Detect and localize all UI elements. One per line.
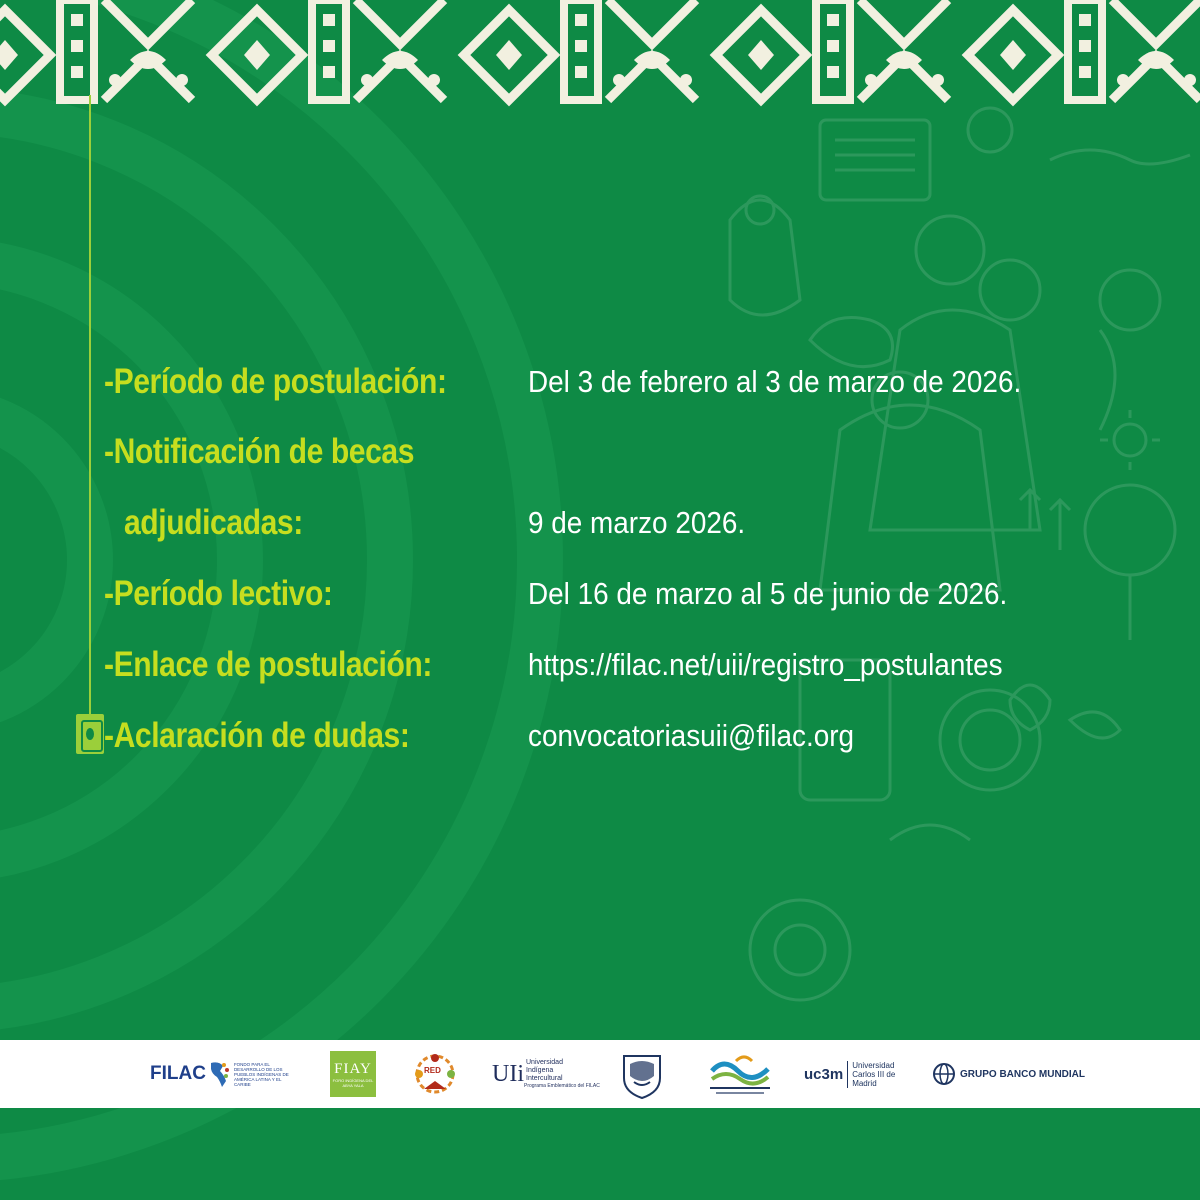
unam-logo [620,1040,664,1108]
uii-logo-mark: UIi [492,1060,524,1087]
item-label: -Enlace de postulación: [104,645,432,684]
red-logo [410,1040,460,1108]
item-label: -Período lectivo: [104,574,333,613]
filac-logo [150,1040,298,1108]
waves-emblem-icon [706,1049,774,1099]
item-label-continued: adjudicadas: [124,503,303,542]
uii-logo-subtitle: Programa Emblemático del FILAC [524,1083,600,1089]
filac-logo-subtitle: FONDO PARA EL DESARROLLO DE LOS PUEBLOS INDÍGENAS DE AMÉRICA LATINA Y EL CARIBE [233,1061,289,1087]
contact-email[interactable]: convocatoriasuii@filac.org [528,718,855,753]
item-value: Del 16 de marzo al 5 de junio de 2026. [528,576,1008,611]
item-value: Del 3 de febrero al 3 de marzo de 2026. [528,364,1022,399]
red-logo-text: RED [424,1066,441,1075]
unam-shield-icon [620,1048,664,1100]
item-label: -Aclaración de dudas: [104,716,410,755]
world-bank-logo-text: GRUPO BANCO MUNDIAL [960,1068,1085,1080]
fiay-logo-box [330,1051,376,1097]
uii-logo [492,1040,600,1108]
item-value: 9 de marzo 2026. [528,505,746,540]
uii-logo-text: Universidad Indígena Intercultural [526,1059,563,1082]
item-label: -Período de postulación: [104,362,447,401]
program-logo [706,1040,774,1108]
uc3m-logo-text: Universidad Carlos III de Madrid [847,1061,910,1088]
filac-logo-text: FILAC [150,1063,206,1084]
fiay-logo-subtitle: FORO INDÍGENA DEL ABYA YALA [332,1077,374,1088]
uc3m-logo-mark: uc3m [804,1065,844,1083]
fiay-logo-text: FIAY [334,1060,372,1077]
globe-icon [932,1062,956,1086]
americas-map-icon [208,1061,230,1087]
application-link[interactable]: https://filac.net/uii/registro_postulantes [528,647,1003,682]
partner-logos-bar [0,1040,1200,1108]
uc3m-logo [804,1040,910,1108]
fiay-logo [330,1040,376,1108]
world-bank-logo [932,1040,1085,1108]
item-label: -Notificación de becas [104,432,415,471]
